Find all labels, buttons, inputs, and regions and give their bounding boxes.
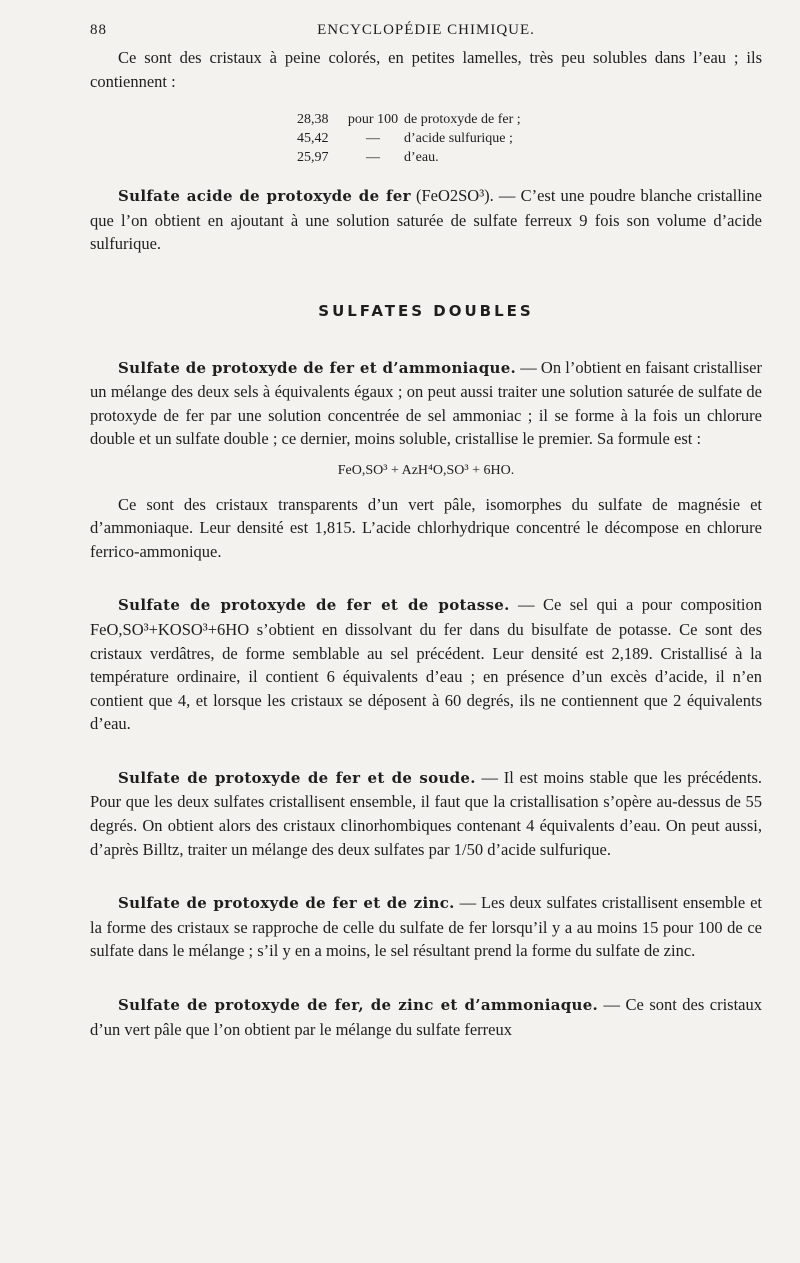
composition-list — [90, 110, 762, 167]
paragraph-title: Sulfate de protoxyde de fer, de zinc et d’ammoniaque. — [118, 996, 599, 1015]
paragraph-potasse — [90, 593, 762, 736]
paragraph-text: — Les deux sulfates cristallisent ensemble et la forme des cristaux se rapproche de celle du sulfate de fer lorsqu’il y a au moins 15 pour 100 de ce sulfate dans le mélange ; s’il y en a moins, le sel résultant prend la forme du sulfate de zinc. — [90, 893, 762, 961]
composition-desc: d’acide sulfurique ; — [404, 131, 513, 147]
paragraph-title: Sulfate de protoxyde de fer et de potasse. — [118, 596, 510, 615]
paragraph-text: — On l’obtient en faisant cristalliser un mélange des deux sels à équivalents égaux ; on peut aussi traiter une solution saturée de sulfate de protoxyde de fer par une solution concentrée de sel ammoniac ; il se forme à la fois un chlorure double et un sulfate double ; ce dernier, moins soluble, cristallise le premier. Sa formule est : — [90, 357, 762, 449]
paragraph-title: Sulfate de protoxyde de fer et de soude. — [118, 768, 476, 787]
paragraph-zinc-ammoniaque — [90, 993, 762, 1041]
paragraph-ammoniaque — [90, 356, 762, 451]
paragraph-text: (FeO2SO³). — C’est une poudre blanche cristalline que l’on obtient en ajoutant à une solution saturée de sulfate ferreux 9 fois son volume d’acide sulfurique. — [90, 186, 763, 254]
paragraph-text: — Ce sont des cristaux d’un vert pâle que l’on obtient par le mélange du sulfate ferreux — [90, 995, 762, 1039]
composition-unit: — — [366, 150, 380, 166]
composition-value: 45,42 — [297, 131, 329, 147]
composition-desc: de protoxyde de fer ; — [404, 112, 521, 128]
paragraph-title: Sulfate de protoxyde de fer et d’ammoniaque. — [118, 358, 517, 377]
composition-row — [90, 129, 762, 148]
page-body — [90, 46, 762, 1041]
composition-value: 25,97 — [297, 150, 329, 166]
page-header — [90, 22, 762, 44]
composition-unit: pour 100 — [347, 112, 399, 128]
paragraph-text: — Ce sel qui a pour composition FeO,SO³+KOSO³+6HO s’obtient en dissolvant du fer dans du bisulfate de potasse. Ce sont des cristaux verdâtres, de forme semblable au sel précédent. Leur densité est 2,189. Cristallisé à la température ordinaire, il contient 6 équivalents d’eau ; en présence d’un excès d’acide, il n’en contient que 4, et lorsque les cristaux se déposent à 60 degrés, ils ne contiennent que 2 équivalents d’eau. — [90, 595, 762, 734]
composition-desc: d’eau. — [404, 150, 439, 166]
paragraph-ammoniaque-properties: Ce sont des cristaux transparents d’un vert pâle, isomorphes du sulfate de magnésie et d’ammoniaque. Leur densité est 1,815. L’acide chlorhydrique concentré le décompose en chlorure ferrico-ammonique. — [90, 494, 762, 561]
paragraph-sulfate-acide — [90, 184, 762, 256]
paragraph-soude — [90, 766, 762, 861]
composition-row — [90, 110, 762, 129]
composition-value: 28,38 — [297, 112, 329, 128]
page-number: 88 — [90, 22, 107, 38]
chemical-formula: FeO,SO³ + AzH⁴O,SO³ + 6HO. — [337, 462, 515, 478]
section-title: SULFATES DOUBLES — [318, 301, 534, 320]
paragraph-title: Sulfate de protoxyde de fer et de zinc. — [118, 894, 455, 913]
running-title: ENCYCLOPÉDIE CHIMIQUE. — [317, 22, 535, 38]
composition-row — [90, 148, 762, 167]
paragraph-text: — Il est moins stable que les précédents. Pour que les deux sulfates cristallisent ensemble, il faut que la cristallisation s’opère au-dessus de 55 degrés. On obtient alors des cristaux clinorhombiques contenant 4 équivalents d’eau. On peut aussi, d’après Billtz, traiter un mélange des deux sulfates par 1/50 d’acide sulfurique. — [90, 767, 762, 859]
composition-unit: — — [366, 131, 380, 147]
paragraph-zinc — [90, 891, 762, 963]
paragraph-title: Sulfate acide de protoxyde de fer — [118, 187, 411, 206]
intro-paragraph: Ce sont des cristaux à peine colorés, en petites lamelles, très peu solubles dans l’eau ; ils contiennent : — [90, 48, 762, 91]
